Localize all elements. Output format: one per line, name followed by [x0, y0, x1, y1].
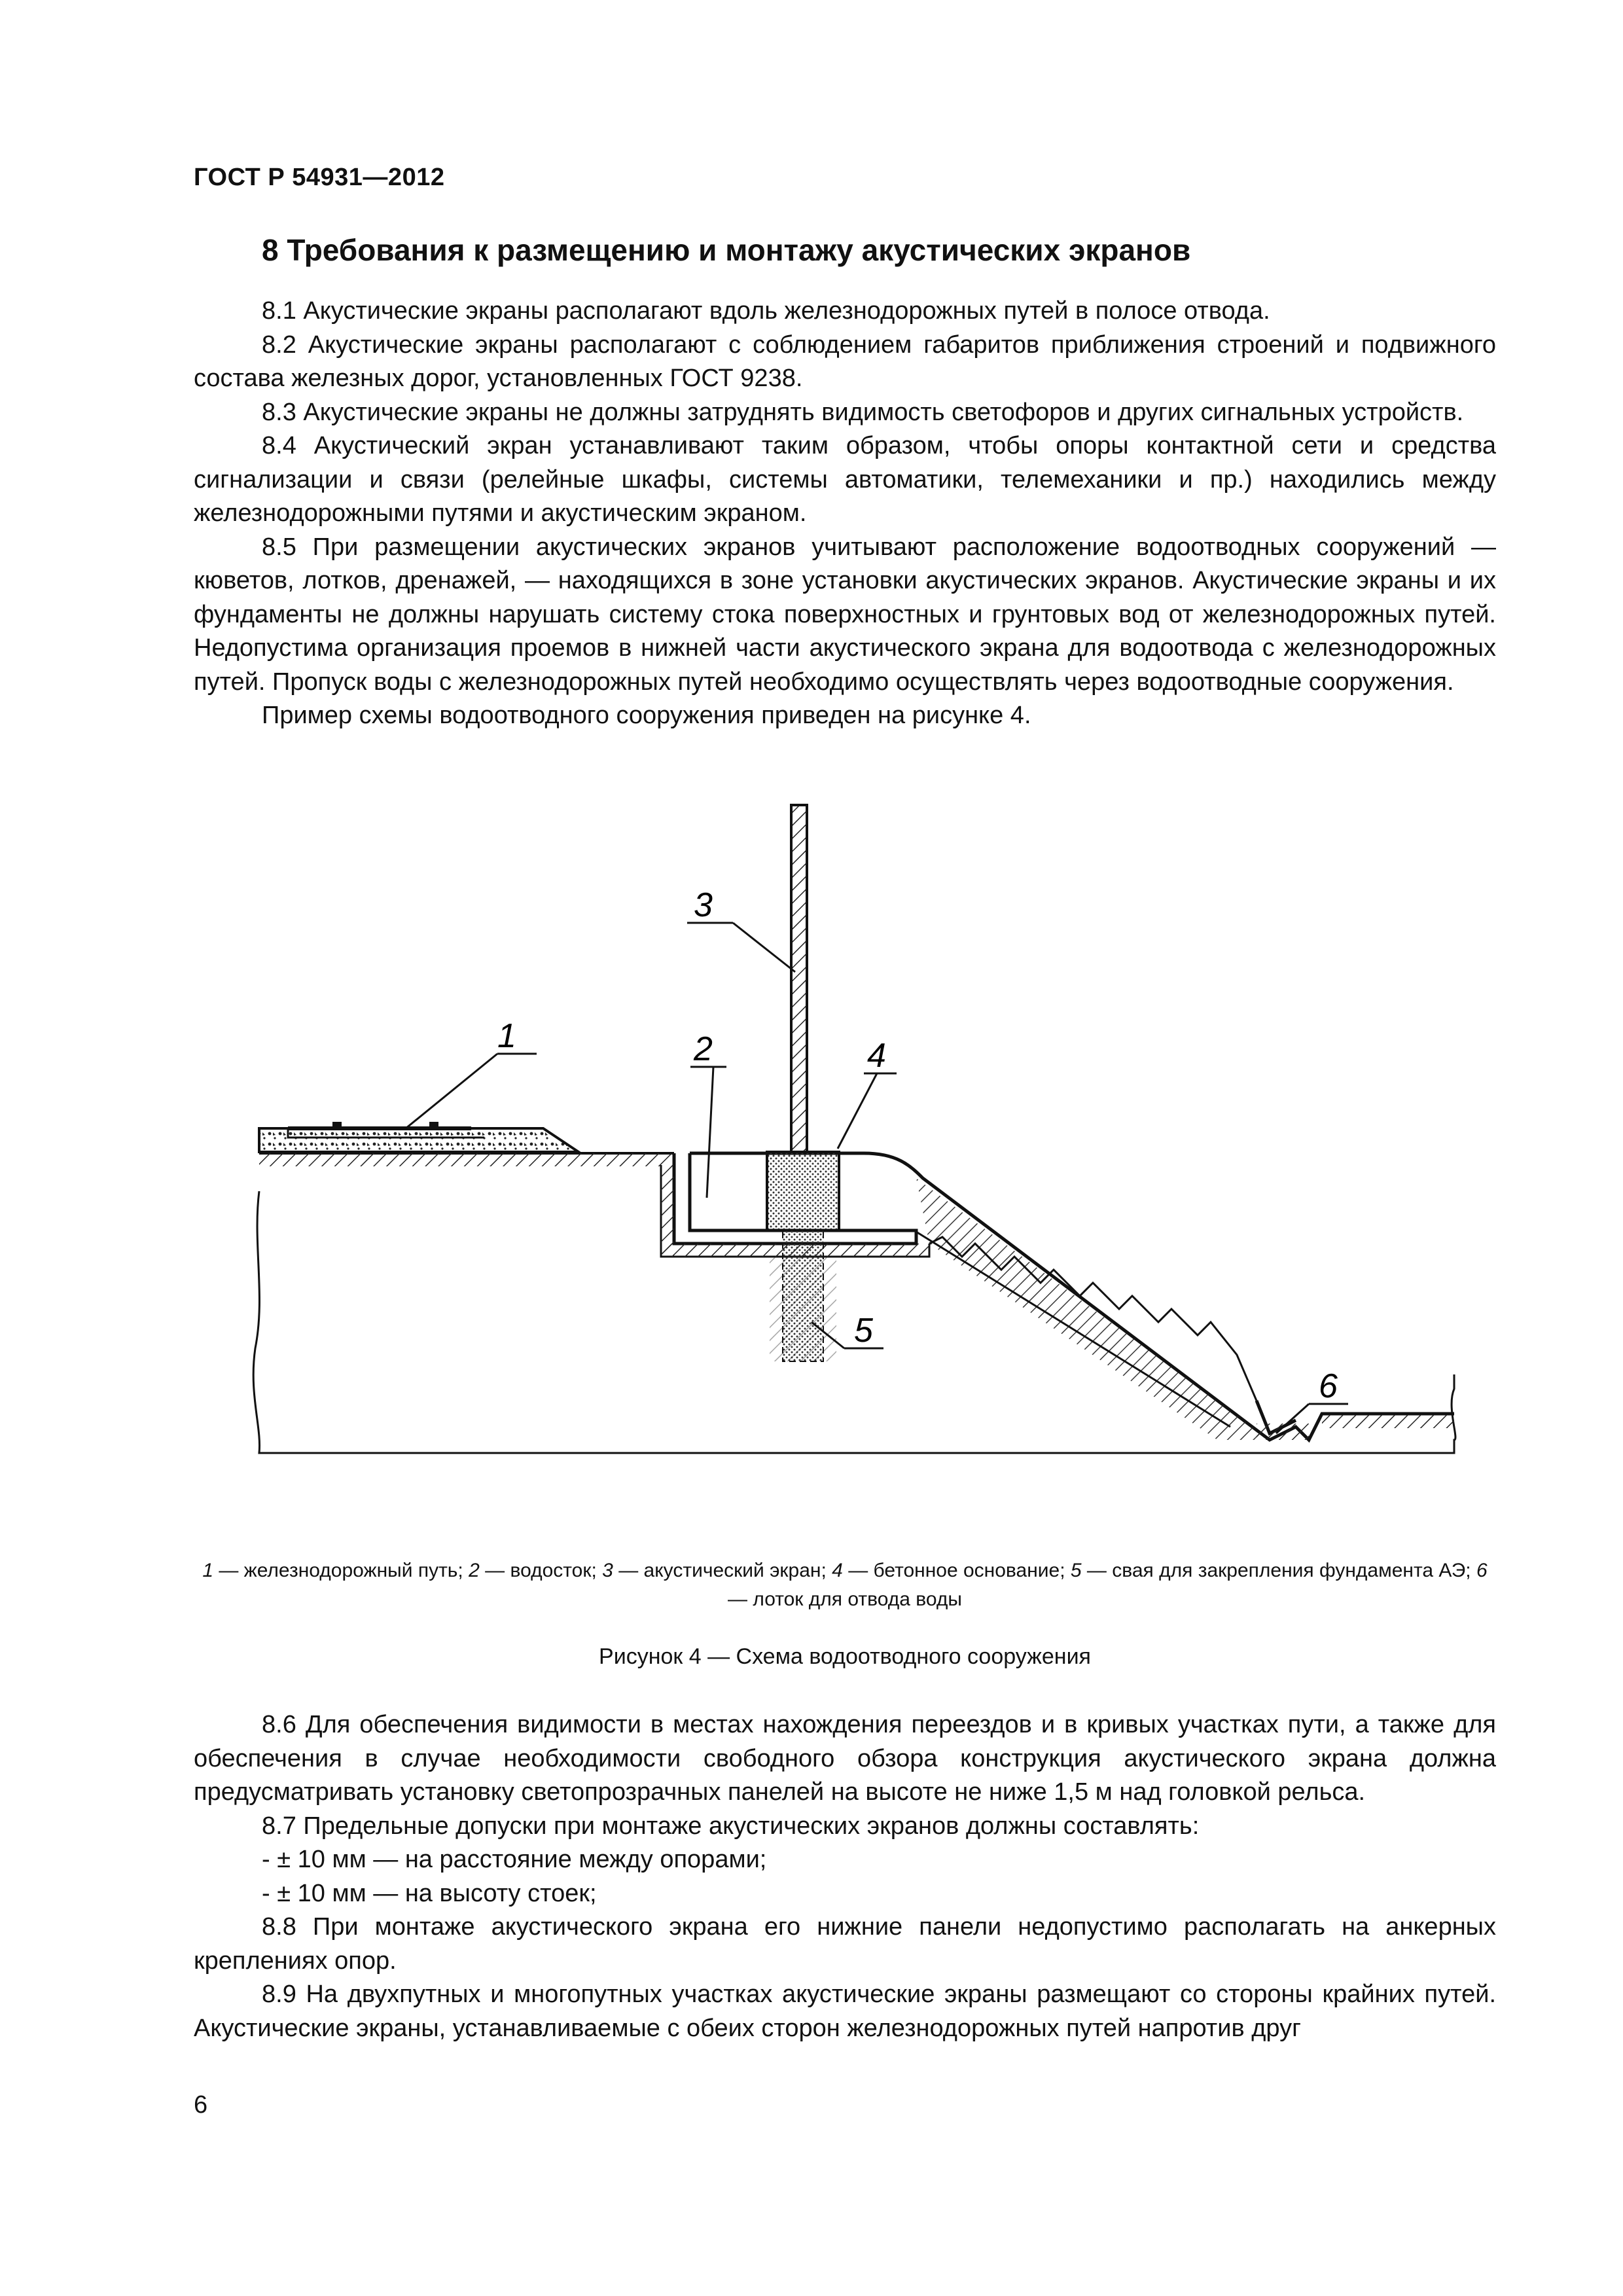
figure-legend — [194, 1556, 1496, 1614]
label-2: 2 — [694, 1030, 713, 1068]
standard-header: ГОСТ Р 54931—2012 — [194, 164, 445, 191]
railway-ballast — [259, 1128, 579, 1152]
paragraph-8-6: 8.6 Для обеспечения видимости в местах нахождения переездов и в кривых участках пути, а также для обеспечения в случае необходимости свободного обзора конструкция акустического экрана должна предусматривать установку светопрозрачных панелей на высоте не ниже 1,5 м над головкой рельса. — [194, 1711, 1496, 1806]
paragraph-8-1: 8.1 Акустические экраны располагают вдоль железнодорожных путей в полосе отвода. — [262, 297, 1270, 325]
acoustic-screen — [791, 805, 807, 1152]
label-1: 1 — [497, 1017, 516, 1055]
paragraph-8-7: 8.7 Предельные допуски при монтаже акустических экранов должны составлять: — [262, 1812, 1200, 1840]
body-text-top — [194, 295, 1496, 733]
slope-lining — [916, 1178, 1270, 1440]
legend-item-1: 1 — железнодорожный путь; — [202, 1560, 469, 1581]
body-text-bottom — [194, 1708, 1496, 2045]
legend-item-3: 3 — акустический экран; — [602, 1560, 832, 1581]
tolerance-item-1: - ± 10 мм — на расстояние между опорами; — [262, 1846, 767, 1873]
label-4: 4 — [867, 1037, 886, 1075]
paragraph-8-3: 8.3 Акустические экраны не должны затруднять видимость светофоров и других сигнальных устройств. — [262, 398, 1464, 426]
drainage-diagram — [236, 785, 1479, 1558]
label-3: 3 — [694, 886, 713, 924]
figure-title: Рисунок 4 — Схема водоотводного сооружения — [599, 1644, 1091, 1669]
paragraph-8-4: 8.4 Акустический экран устанавливают таким образом, чтобы опоры контактной сети и средства сигнализации и связи (релейные шкафы, системы автоматики, телемеханики и пр.) находились между железнодорожными путями и акустическим экраном. — [194, 432, 1496, 527]
concrete-base — [767, 1152, 839, 1230]
leader-3 — [733, 923, 795, 972]
paragraph-8-2: 8.2 Акустические экраны располагают с соблюдением габаритов приближения строений и подвижного состава железных дорог, установленных ГОСТ 9238. — [194, 331, 1496, 392]
label-6: 6 — [1319, 1367, 1338, 1405]
legend-item-4: 4 — бетонное основание; — [832, 1560, 1071, 1581]
legend-item-2: 2 — водосток; — [469, 1560, 603, 1581]
page-number: 6 — [194, 2091, 208, 2119]
paragraph-8-8: 8.8 При монтаже акустического экрана его нижние панели недопустимо располагать на анкерных креплениях опор. — [194, 1913, 1496, 1975]
paragraph-8-5: 8.5 При размещении акустических экранов учитывают расположение водоотводных сооружений — кюветов, лотков, дренажей, — находящихся в зоне установки акустических экранов. Акустические экраны и их фундаменты не должны нарушать систему стока поверхностных и грунтовых вод от железнодорожных путей. Недопустима организация проемов в нижней части акустического экрана для водоотвода с железнодорожных путей. Пропуск воды с железнодорожных путей необходимо осуществлять через водоотводные сооружения. — [194, 533, 1496, 696]
label-5: 5 — [854, 1312, 873, 1350]
rail-head-2 — [429, 1122, 438, 1128]
rail-head-1 — [332, 1122, 342, 1128]
leader-4 — [838, 1073, 877, 1149]
legend-item-5: 5 — свая для закрепления фундамента АЭ; — [1070, 1560, 1476, 1581]
legend-item-6: 6 — лоток для отвода воды — [728, 1560, 1488, 1610]
tolerance-item-2: - ± 10 мм — на высоту стоек; — [262, 1879, 597, 1907]
figure-reference: Пример схемы водоотводного сооружения приведен на рисунке 4. — [262, 702, 1031, 729]
leader-1 — [406, 1054, 497, 1128]
section-title: 8 Требования к размещению и монтажу акустических экранов — [262, 233, 1191, 267]
paragraph-8-9: 8.9 На двухпутных и многопутных участках акустические экраны размещают со стороны крайних путей. Акустические экраны, устанавливаемые с обеих сторон железнодорожных путей напротив друг — [194, 1981, 1496, 2042]
leader-2 — [707, 1067, 713, 1198]
